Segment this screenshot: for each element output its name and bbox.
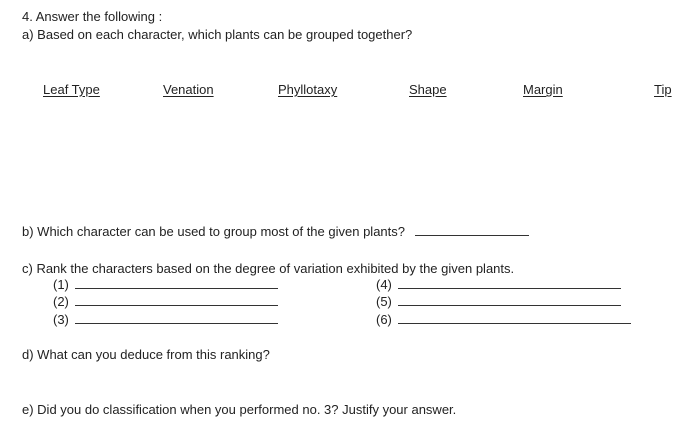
answer-blank-b[interactable] xyxy=(415,224,529,236)
rank-label: (6) xyxy=(376,312,392,327)
rank-label: (3) xyxy=(53,312,69,327)
rank-label: (1) xyxy=(53,277,69,292)
question-d: d) What can you deduce from this ranking? xyxy=(22,347,270,362)
rank-row-3 xyxy=(53,312,278,328)
question-a: a) Based on each character, which plants can be grouped together? xyxy=(22,27,413,42)
rank-blank-6[interactable] xyxy=(398,312,631,324)
rank-row-5 xyxy=(376,294,621,310)
rank-label: (4) xyxy=(376,277,392,292)
rank-row-6 xyxy=(376,312,631,328)
rank-blank-3[interactable] xyxy=(75,312,278,324)
rank-blank-4[interactable] xyxy=(398,277,621,289)
character-venation: Venation xyxy=(163,82,214,97)
rank-blank-1[interactable] xyxy=(75,277,278,289)
character-shape: Shape xyxy=(409,82,447,97)
character-margin: Margin xyxy=(523,82,563,97)
rank-blank-2[interactable] xyxy=(75,294,278,306)
question-e: e) Did you do classification when you performed no. 3? Justify your answer. xyxy=(22,402,457,417)
character-leaf-type: Leaf Type xyxy=(43,82,100,97)
rank-label: (2) xyxy=(53,294,69,309)
rank-blank-5[interactable] xyxy=(398,294,621,306)
character-tip: Tip xyxy=(654,82,672,97)
rank-row-1 xyxy=(53,277,278,293)
character-phyllotaxy: Phyllotaxy xyxy=(278,82,338,97)
rank-label: (5) xyxy=(376,294,392,309)
question-c: c) Rank the characters based on the degree of variation exhibited by the given plants. xyxy=(22,261,515,276)
question-b-row xyxy=(22,224,529,240)
rank-row-4 xyxy=(376,277,621,293)
question-heading: 4. Answer the following : xyxy=(22,9,163,24)
rank-row-2 xyxy=(53,294,278,310)
question-b: b) Which character can be used to group most of the given plants? xyxy=(22,224,405,239)
